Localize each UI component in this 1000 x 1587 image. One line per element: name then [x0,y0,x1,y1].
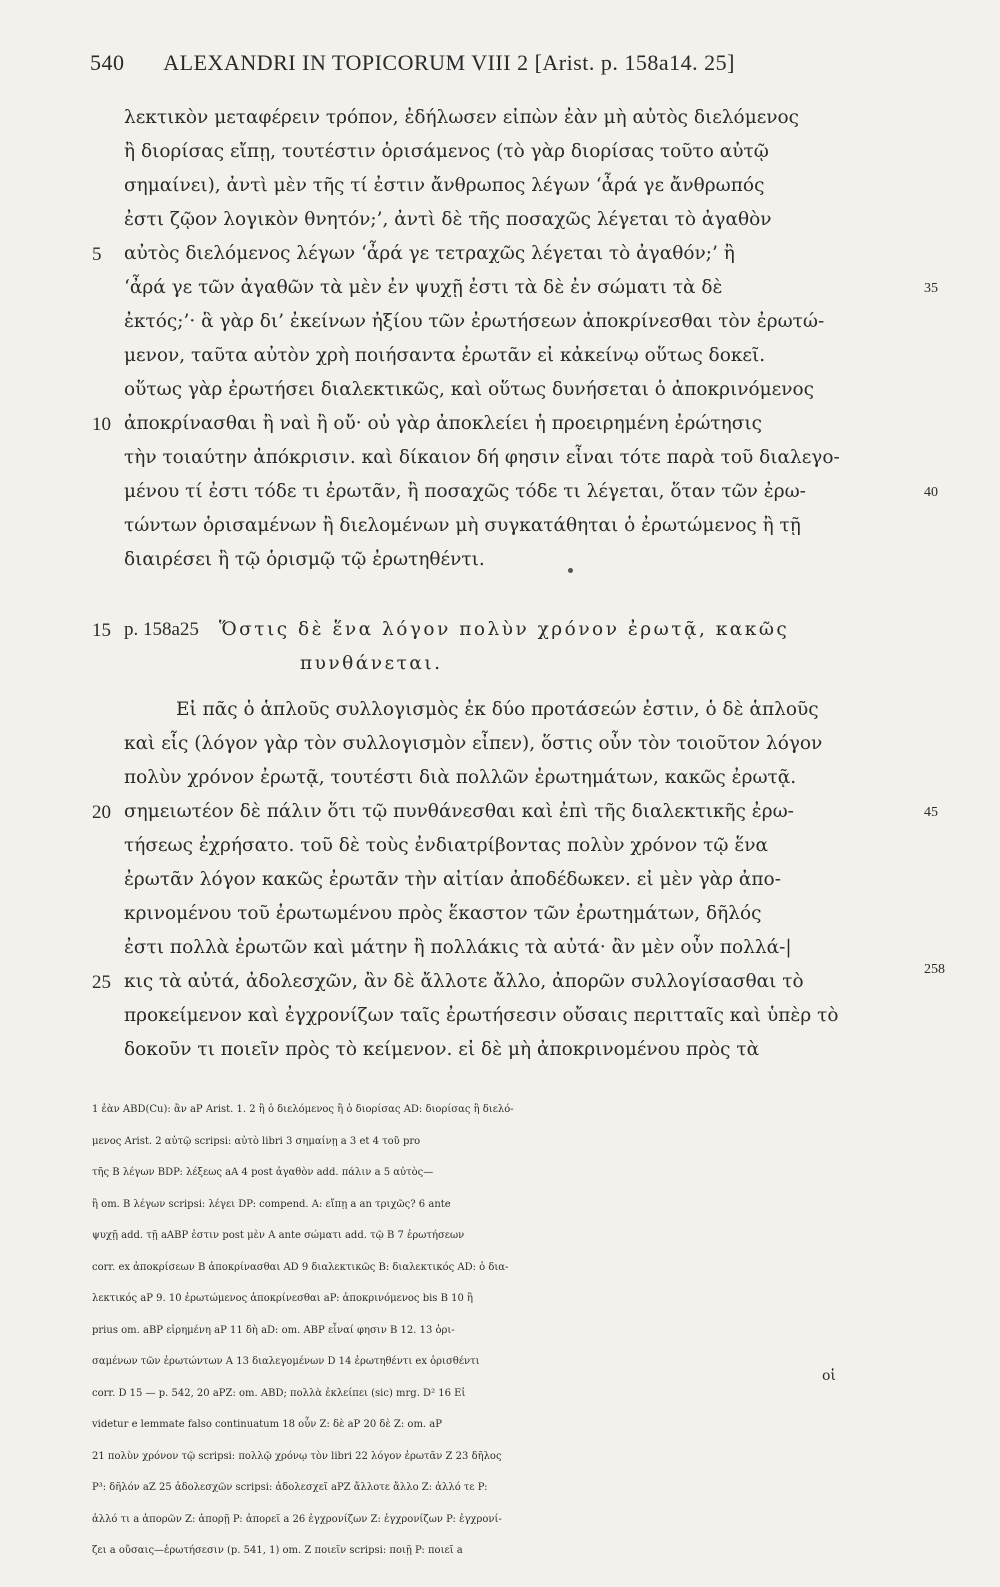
footnote-line: videtur e lemmate falso continuatum 18 οὖν Z: δὲ aP 20 δὲ Z: om. aP [92,1419,442,1430]
text-line: αὐτὸς διελόμενος λέγων ‘ἆρά γε τετραχῶς λέγεται τὸ ἀγαθόν;’ ἢ [124,243,735,264]
text-line: ‘ἆρά γε τῶν ἀγαθῶν τὰ μὲν ἐν ψυχῇ ἐστι τὰ δὲ ἐν σώματι τὰ δὲ [124,277,723,298]
text-line: κρινομένου τοῦ ἐρωτωμένου πρὸς ἕκαστον τῶν ἐρωτημάτων, δῆλός [124,903,762,924]
line-number: 25 [92,972,111,993]
line-number: 5 [92,244,102,265]
text-line: κις τὰ αὐτά, ἀδολεσχῶν, ἂν δὲ ἄλλοτε ἄλλο, ἀπορῶν συλλογίσασθαι τὸ [124,971,804,992]
text-line: σημειωτέον δὲ πάλιν ὅτι τῷ πυνθάνεσθαι καὶ ἐπὶ τῆς διαλεκτικῆς ἐρω- [124,801,794,822]
footnote-line: corr. D 15 — p. 542, 20 aPZ: om. ABD; πολλὰ ἐκλείπει (sic) mrg. D² 16 Εἰ [92,1387,466,1399]
text-line: σημαίνει), ἀντὶ μὲν τῆς τί ἐστιν ἄνθρωπος λέγων ‘ἆρά γε ἄνθρωπός [124,175,765,196]
text-line: ἀποκρίνασθαι ἢ ναὶ ἢ οὔ· οὐ γὰρ ἀποκλείει ἡ προειρημένη ἐρώτησις [124,413,762,434]
line-number: 20 [92,802,111,823]
footnote-superscript: οἱ [822,1367,836,1384]
text-line: ἐστι ζῷον λογικὸν θνητόν;’, ἀντὶ δὲ τῆς ποσαχῶς λέγεται τὸ ἀγαθὸν [124,209,772,230]
footnote-line: prius om. aBP εἰρημένη aP 11 δὴ aD: om. ABP εἶναί φησιν B 12. 13 ὁρι- [92,1324,455,1336]
text-line: ἢ διορίσας εἴπῃ, τουτέστιν ὁρισάμενος (τὸ γὰρ διορίσας τοῦτο αὐτῷ [124,141,769,162]
footnote-line: μενος Arist. 2 αὐτῷ scripsi: αὐτὸ libri 3 σημαίνῃ a 3 et 4 τοῦ pro [92,1135,421,1147]
footnote-line: ἀλλό τι a ἀπορῶν Z: ἀπορῇ P: ἀπορεῖ a 26 ἐγχρονίζων Z: ἐγχρονίζων P: ἐγχρονί- [92,1513,502,1525]
footnote-line: ἢ om. B λέγων scripsi: λέγει DP: compend. A: εἴπῃ a an τριχῶς? 6 ante [92,1198,451,1210]
text-line: οὕτως γὰρ ἐρωτήσει διαλεκτικῶς, καὶ οὕτως δυνήσεται ὁ ἀποκρινόμενος [124,379,814,400]
footnote-line: τῆς B λέγων BDP: λέξεως aA 4 post ἀγαθὸν add. πάλιν a 5 αὐτὸς— [92,1167,434,1178]
running-title: ALEXANDRI IN TOPICORUM VIII 2 [Arist. p. 158a14. 25] [163,50,735,75]
running-header [90,50,830,76]
footnote-line: σαμένων τῶν ἐρωτώντων A 13 διαλεγομένων D 14 ἐρωτηθέντι ex ὁρισθέντι [92,1356,480,1367]
footnote-line: corr. ex ἀποκρίσεων B ἀποκρίνασθαι AD 9 διαλεκτικῶς B: διαλεκτικός AD: ὁ δια- [92,1261,509,1273]
text-line: προκείμενον καὶ ἐγχρονίζων ταῖς ἐρωτήσεσιν οὔσαις περιτταῖς καὶ ὑπὲρ τὸ [124,1005,839,1026]
footnote-line: λεκτικός aP 9. 10 ἐρωτώμενος ἀποκρίνεσθαι aP: ἀποκρινόμενος bis B 10 ἢ [92,1293,474,1304]
text-line: δοκοῦν τι ποιεῖν πρὸς τὸ κείμενον. εἰ δὲ μὴ ἀποκρινομένου πρὸς τὰ [124,1039,760,1060]
footnote-line: ζει a οὔσαις—ἐρωτήσεσιν (p. 541, 1) om. Z ποιεῖν scripsi: ποιῇ P: ποιεῖ a [92,1545,463,1556]
printer-mark [568,568,573,573]
footnote-line: 1 ἐὰν ABD(Cu): ἂν aP Arist. 1. 2 ἢ ὁ διελόμενος ἢ ὁ διορίσας AD: διορίσας ἢ διελό- [92,1104,514,1115]
text-line: μενον, ταῦτα αὐτὸν χρὴ ποιήσαντα ἐρωτᾶν εἰ κἀκείνῳ οὕτως δοκεῖ. [124,345,766,366]
lemma-reference: p. 158a25 [124,619,199,640]
text-line: τήσεως ἐχρήσατο. τοῦ δὲ τοὺς ἐνδιατρίβοντας πολὺν χρόνον τῷ ἕνα [124,835,768,856]
text-line: μένου τί ἐστι τόδε τι ἐρωτᾶν, ἢ ποσαχῶς τόδε τι λέγεται, ὅταν τῶν ἐρω- [124,481,806,502]
margin-number: 40 [924,485,938,500]
text-line: ἐκτός;’· ἃ γὰρ δι’ ἐκείνων ἠξίου τῶν ἐρωτήσεων ἀποκρίνεσθαι τὸν ἐρωτώ- [124,311,825,332]
text-line: ἐστι πολλὰ ἐρωτῶν καὶ μάτην ἢ πολλάκις τὰ αὐτά· ἂν μὲν οὖν πολλά-| [124,937,792,958]
page-number: 540 [90,50,125,75]
text-line: τώντων ὁρισαμένων ἢ διελομένων μὴ συγκατάθηται ὁ ἐρωτώμενος ἢ τῇ [124,515,801,536]
lemma-line-2: πυνθάνεται. [300,653,443,674]
line-number: 15 [92,620,111,641]
lemma-text: Ὅστις δὲ ἕνα λόγον πολὺν χρόνον ἐρωτᾷ, κακῶς [218,619,790,640]
text-line: τὴν τοιαύτην ἀπόκρισιν. καὶ δίκαιον δή φησιν εἶναι τότε παρὰ τοῦ διαλεγο- [124,447,840,468]
lemma-line [124,618,920,642]
margin-number: 258 [924,962,945,977]
margin-number: 45 [924,805,938,820]
footnote-line: ψυχῇ add. τῇ aABP ἐστιν post μὲν A ante σώματι add. τῷ B 7 ἐρωτήσεων [92,1230,465,1241]
text-line: Εἰ πᾶς ὁ ἁπλοῦς συλλογισμὸς ἐκ δύο προτάσεών ἐστιν, ὁ δὲ ἁπλοῦς [176,699,819,720]
footnote-line: 21 πολὺν χρόνον τῷ scripsi: πολλῷ χρόνῳ τὸν libri 22 λόγον ἐρωτᾶν Z 23 δῆλος [92,1450,502,1462]
margin-number: 35 [924,281,938,296]
line-number: 10 [92,414,111,435]
text-line: διαιρέσει ἢ τῷ ὁρισμῷ τῷ ἐρωτηθέντι. [124,549,485,570]
text-line: ἐρωτᾶν λόγον κακῶς ἐρωτᾶν τὴν αἰτίαν ἀποδέδωκεν. εἰ μὲν γὰρ ἀπο- [124,869,781,890]
text-line: λεκτικὸν μεταφέρειν τρόπον, ἐδήλωσεν εἰπὼν ἐὰν μὴ αὐτὸς διελόμενος [124,107,800,128]
footnote-line: P³: δῆλόν aZ 25 ἀδολεσχῶν scripsi: ἀδολεσχεῖ aPZ ἄλλοτε ἄλλο Z: ἀλλό τε P: [92,1482,488,1493]
text-line: πολὺν χρόνον ἐρωτᾷ, τουτέστι διὰ πολλῶν ἐρωτημάτων, κακῶς ἐρωτᾷ. [124,767,797,788]
text-line: καὶ εἷς (λόγον γὰρ τὸν συλλογισμὸν εἶπεν), ὅστις οὖν τὸν τοιοῦτον λόγον [124,733,823,754]
